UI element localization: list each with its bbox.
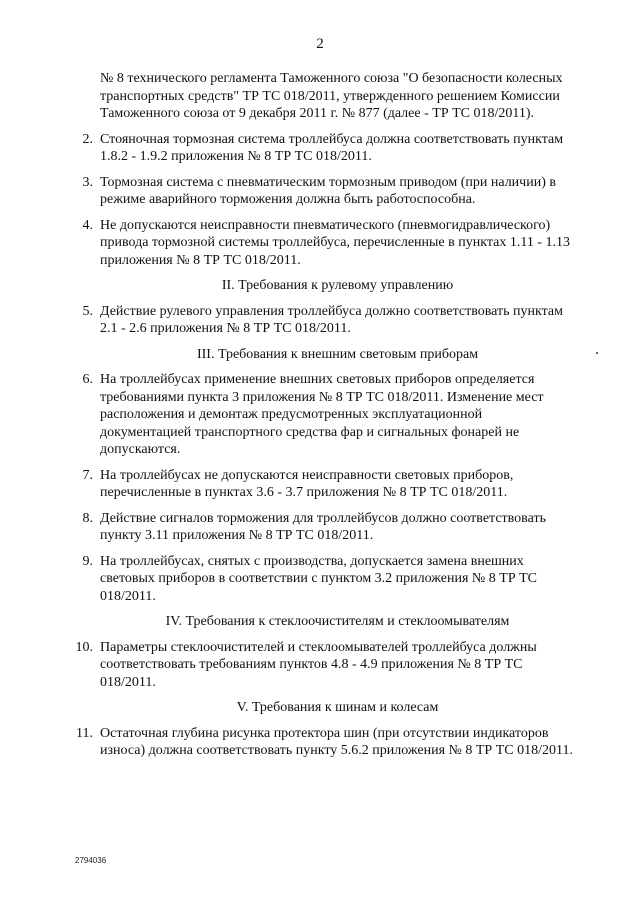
section-heading-wipers: IV. Требования к стеклоочистителям и стеклоомывателям [165, 614, 510, 629]
item-text: На троллейбусах, снятых с производства, допускается замена внешних световых приборов в соответствии с пунктом 3.2 приложения № 8 ТР ТС 018/2011. [100, 553, 538, 604]
item-text: Действие рулевого управления троллейбуса должно соответствовать пунктам 2.1 - 2.6 приложения № 8 ТР ТС 018/2011. [100, 303, 563, 336]
list-item [75, 371, 575, 459]
item-number: 8. [82, 510, 93, 526]
item-number: 10. [75, 639, 93, 655]
item-text: Действие сигналов торможения для троллейбусов должно соответствовать пункту 3.11 приложения № 8 ТР ТС 018/2011. [100, 510, 546, 543]
item-text: Не допускаются неисправности пневматического (пневмогидравлического) привода тормозной системы троллейбуса, перечисленные в пунктах 1.11 - 1.13 приложения № 8 ТР ТС 018/2011. [100, 217, 570, 268]
item-number: 11. [76, 725, 93, 741]
page-number: 2 [316, 36, 324, 52]
list-item [75, 303, 575, 338]
list-item [75, 725, 575, 760]
item-number: 2. [82, 131, 93, 147]
item-text: Параметры стеклоочистителей и стеклоомывателей троллейбуса должны соответствовать требованиям пунктов 4.8 - 4.9 приложения № 8 ТР ТС 018/2011. [100, 639, 537, 690]
item-number: 6. [82, 372, 93, 387]
item-text: Тормозная система с пневматическим тормозным приводом (при наличии) в режиме аварийного торможения должна быть работоспособна. [100, 174, 556, 207]
section-heading-tires: V. Требования к шинам и колесам [236, 700, 439, 715]
item-number: 9. [82, 553, 93, 569]
intro-paragraph: № 8 технического регламента Таможенного союза "О безопасности колесных транспортных средств" ТР ТС 018/2011, утвержденного решением Комиссии Таможенного союза от 9 декабря 2011 г. № 877 (далее - ТР ТС 018/2011). [100, 71, 563, 121]
item-number: 4. [82, 217, 93, 233]
list-item [75, 174, 575, 209]
section-heading-lights: III. Требования к внешним световым приборам [196, 346, 479, 362]
document-code: 2794036 [75, 856, 107, 865]
item-number: 5. [82, 303, 93, 319]
section-heading-steering: II. Требования к рулевому управлению [221, 278, 454, 293]
item-text: На троллейбусах не допускаются неисправности световых приборов, перечисленные в пунктах 3.6 - 3.7 приложения № 8 ТР ТС 018/2011. [100, 467, 514, 500]
list-item [75, 217, 575, 270]
list-item [75, 510, 575, 545]
document-body [75, 70, 575, 768]
item-text: Стояночная тормозная система троллейбуса должна соответствовать пунктам 1.8.2 - 1.9.2 приложения № 8 ТР ТС 018/2011. [100, 131, 564, 164]
item-number: 7. [82, 467, 93, 483]
item-number: 3. [82, 174, 93, 190]
list-item [75, 639, 575, 692]
list-item [75, 131, 575, 166]
scan-speck [596, 352, 598, 354]
list-item [75, 467, 575, 502]
item-text: На троллейбусах применение внешних световых приборов определяется требованиями пункта 3 приложения № 8 ТР ТС 018/2011. Изменение мест расположения и демонтаж предусмотренных эксплуатационной документацией транспортного средства фар и сигнальных фонарей не допускаются. [100, 372, 544, 457]
list-item [75, 553, 575, 606]
item-text: Остаточная глубина рисунка протектора шин (при отсутствии индикаторов износа) должна соответствовать пункту 5.6.2 приложения № 8 ТР ТС 018/2011. [100, 725, 573, 758]
